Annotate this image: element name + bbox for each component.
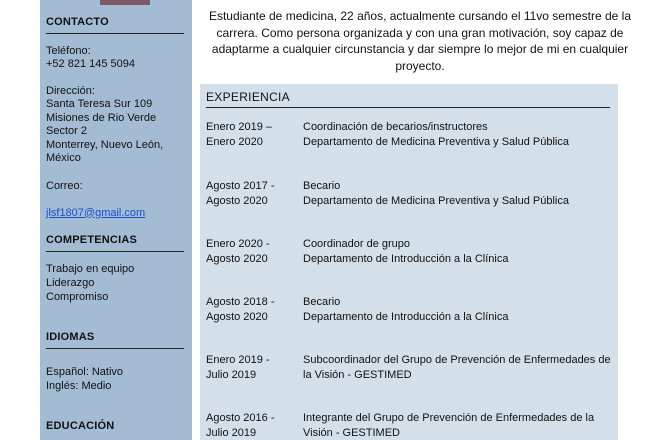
experience-role: Integrante del Grupo de Prevención de Enfermedades de la Visión - GESTIMED bbox=[303, 412, 595, 439]
experience-org: Departamento de Medicina Preventiva y Salud Pública bbox=[303, 136, 569, 148]
languages-heading: IDIOMAS bbox=[46, 331, 95, 343]
experience-date: Agosto 2017 - Agosto 2020 bbox=[206, 180, 275, 207]
experience-role: Coordinador de grupo bbox=[303, 238, 411, 250]
email-label: Correo: bbox=[46, 180, 83, 192]
experience-date: Enero 2019 - Julio 2019 bbox=[206, 354, 270, 381]
language-item: Inglés: Medio bbox=[46, 380, 112, 392]
experience-date: Enero 2020 - Agosto 2020 bbox=[206, 238, 270, 265]
contact-heading: CONTACTO bbox=[46, 16, 109, 28]
experience-role: Becario bbox=[303, 180, 341, 192]
sidebar bbox=[40, 0, 192, 440]
skill-item: Compromiso bbox=[46, 291, 109, 303]
email-link[interactable]: jlsf1807@gmail.com bbox=[46, 206, 146, 219]
experience-description bbox=[303, 237, 615, 267]
experience-date: Agosto 2018 - Agosto 2020 bbox=[206, 296, 275, 323]
phone-value: +52 821 145 5094 bbox=[46, 58, 136, 70]
skill-item: Liderazgo bbox=[46, 277, 95, 289]
experience-role: Coordinación de becarios/instructores bbox=[303, 121, 488, 133]
education-heading: EDUCACIÓN bbox=[46, 420, 115, 432]
experience-divider bbox=[206, 107, 610, 108]
experience-role: Becario bbox=[303, 296, 341, 308]
language-item: Español: Nativo bbox=[46, 366, 124, 378]
experience-org: Departamento de Introducción a la Clínica bbox=[303, 311, 509, 323]
experience-org: Departamento de Medicina Preventiva y Salud Pública bbox=[303, 195, 569, 207]
address-value: Santa Teresa Sur 109 Misiones de Rio Verde Sector 2 Monterrey, Nuevo León, México bbox=[46, 98, 164, 164]
experience-description bbox=[303, 179, 615, 209]
skills-heading: COMPETENCIAS bbox=[46, 234, 138, 246]
experience-description bbox=[303, 295, 615, 325]
profile-photo bbox=[100, 0, 150, 5]
phone-label: Teléfono: bbox=[46, 45, 91, 57]
contact-divider bbox=[46, 33, 184, 34]
experience-date: Enero 2019 – Enero 2020 bbox=[206, 121, 273, 148]
experience-org: Departamento de Introducción a la Clínica bbox=[303, 253, 509, 265]
experience-date: Agosto 2016 - Julio 2019 bbox=[206, 412, 275, 439]
skills-divider bbox=[46, 251, 184, 252]
experience-heading: EXPERIENCIA bbox=[206, 90, 290, 104]
address-label: Dirección: bbox=[46, 85, 95, 97]
languages-divider bbox=[46, 348, 184, 349]
experience-description bbox=[303, 411, 615, 440]
experience-role: Subcoordinador del Grupo de Prevención de Enfermedades de la Visión - GESTIMED bbox=[303, 354, 611, 381]
skill-item: Trabajo en equipo bbox=[46, 263, 135, 275]
profile-summary: Estudiante de medicina, 22 años, actualmente cursando el 11vo semestre de la carrera. Como persona organizada y con una gran motivación, soy capaz de adaptarme a cualquier circunstancia y dar siempre lo mejor de mi en cualquier proyecto. bbox=[208, 9, 632, 73]
email-link-wrap bbox=[46, 193, 192, 220]
experience-description bbox=[303, 120, 615, 150]
experience-description bbox=[303, 353, 615, 383]
experience-section bbox=[200, 84, 618, 440]
